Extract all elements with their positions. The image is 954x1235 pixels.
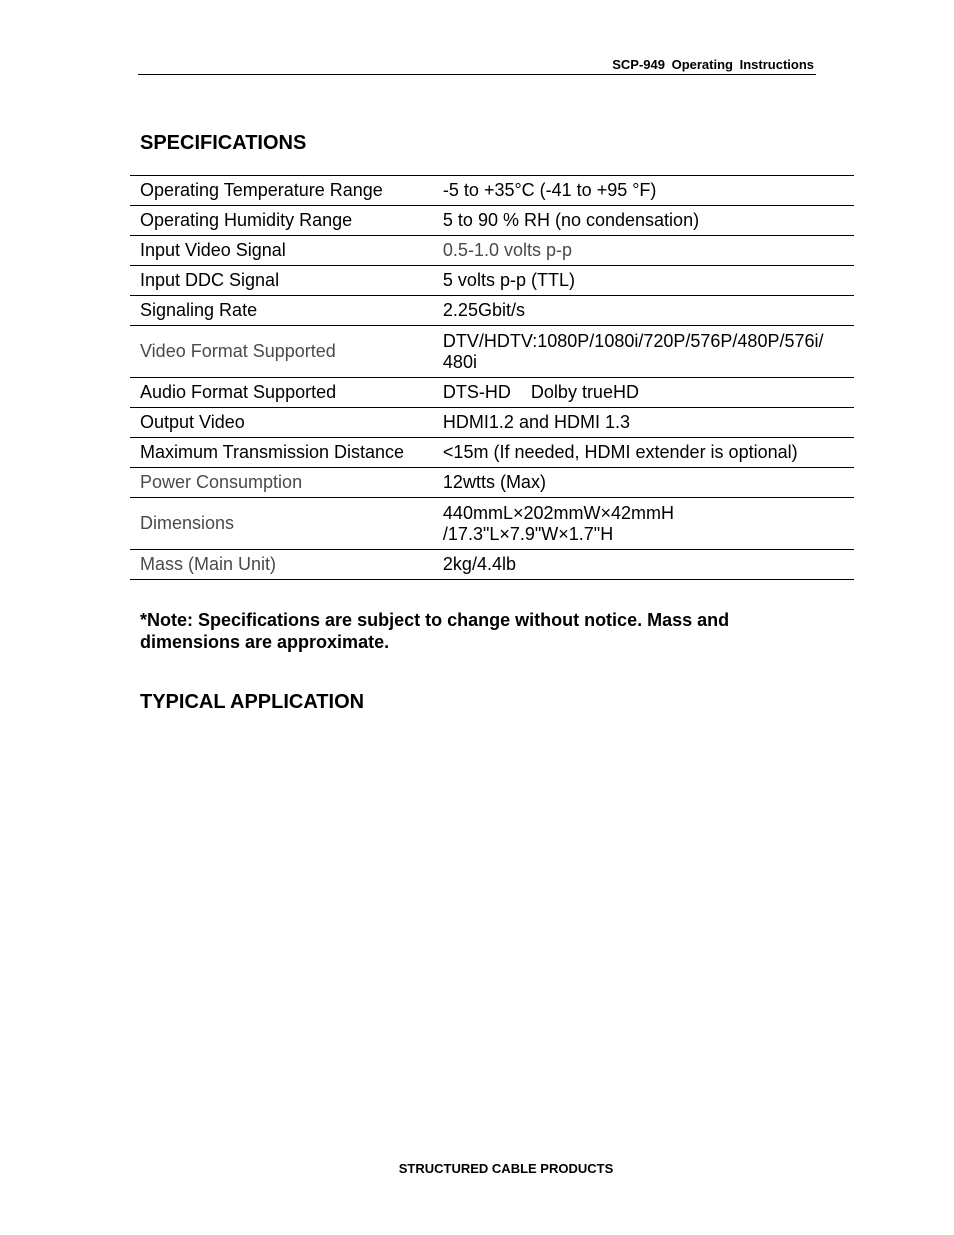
spec-value: 5 volts p-p (TTL) xyxy=(433,266,854,296)
table-row xyxy=(130,266,854,296)
spec-label: Output Video xyxy=(130,408,433,438)
spec-value: 12wtts (Max) xyxy=(433,468,854,498)
table-row xyxy=(130,498,854,550)
spec-label: Maximum Transmission Distance xyxy=(130,438,433,468)
spec-label: Operating Temperature Range xyxy=(130,176,433,206)
table-row xyxy=(130,296,854,326)
spec-label: Audio Format Supported xyxy=(130,378,433,408)
table-row xyxy=(130,408,854,438)
spec-value: 2kg/4.4lb xyxy=(433,550,854,580)
spec-value: 2.25Gbit/s xyxy=(433,296,854,326)
spec-label: Video Format Supported xyxy=(130,326,433,378)
table-row xyxy=(130,378,854,408)
spec-value: 440mmL×202mmW×42mmH /17.3"L×7.9"W×1.7"H xyxy=(433,498,854,550)
spec-value: 5 to 90 % RH (no condensation) xyxy=(433,206,854,236)
spec-value: DTV/HDTV:1080P/1080i/720P/576P/480P/576i/ 480i xyxy=(433,326,854,378)
typical-application-heading: TYPICAL APPLICATION xyxy=(140,691,365,713)
page-footer: STRUCTURED CABLE PRODUCTS xyxy=(398,1161,614,1176)
table-row xyxy=(130,438,854,468)
spec-label: Signaling Rate xyxy=(130,296,433,326)
spec-label: Input Video Signal xyxy=(130,236,433,266)
table-row xyxy=(130,176,854,206)
table-row xyxy=(130,326,854,378)
spec-label: Operating Humidity Range xyxy=(130,206,433,236)
spec-value: DTS-HD Dolby trueHD xyxy=(433,378,854,408)
spec-label: Power Consumption xyxy=(130,468,433,498)
specifications-heading: SPECIFICATIONS xyxy=(140,132,307,154)
table-row xyxy=(130,206,854,236)
table-row xyxy=(130,236,854,266)
spec-value: -5 to +35°C (-41 to +95 °F) xyxy=(433,176,854,206)
spec-value: <15m (If needed, HDMI extender is optional) xyxy=(433,438,854,468)
specifications-table xyxy=(130,175,854,580)
spec-label: Mass (Main Unit) xyxy=(130,550,433,580)
spec-label: Dimensions xyxy=(130,498,433,550)
running-header xyxy=(138,56,816,75)
spec-label: Input DDC Signal xyxy=(130,266,433,296)
spec-value: HDMI1.2 and HDMI 1.3 xyxy=(433,408,854,438)
table-row xyxy=(130,468,854,498)
spec-value: 0.5-1.0 volts p-p xyxy=(433,236,854,266)
running-header-title: SCP-949 Operating Instructions xyxy=(612,57,814,72)
table-row xyxy=(130,550,854,580)
specifications-note: *Note: Specifications are subject to change without notice. Mass and dimensions are approximate. xyxy=(140,610,730,652)
